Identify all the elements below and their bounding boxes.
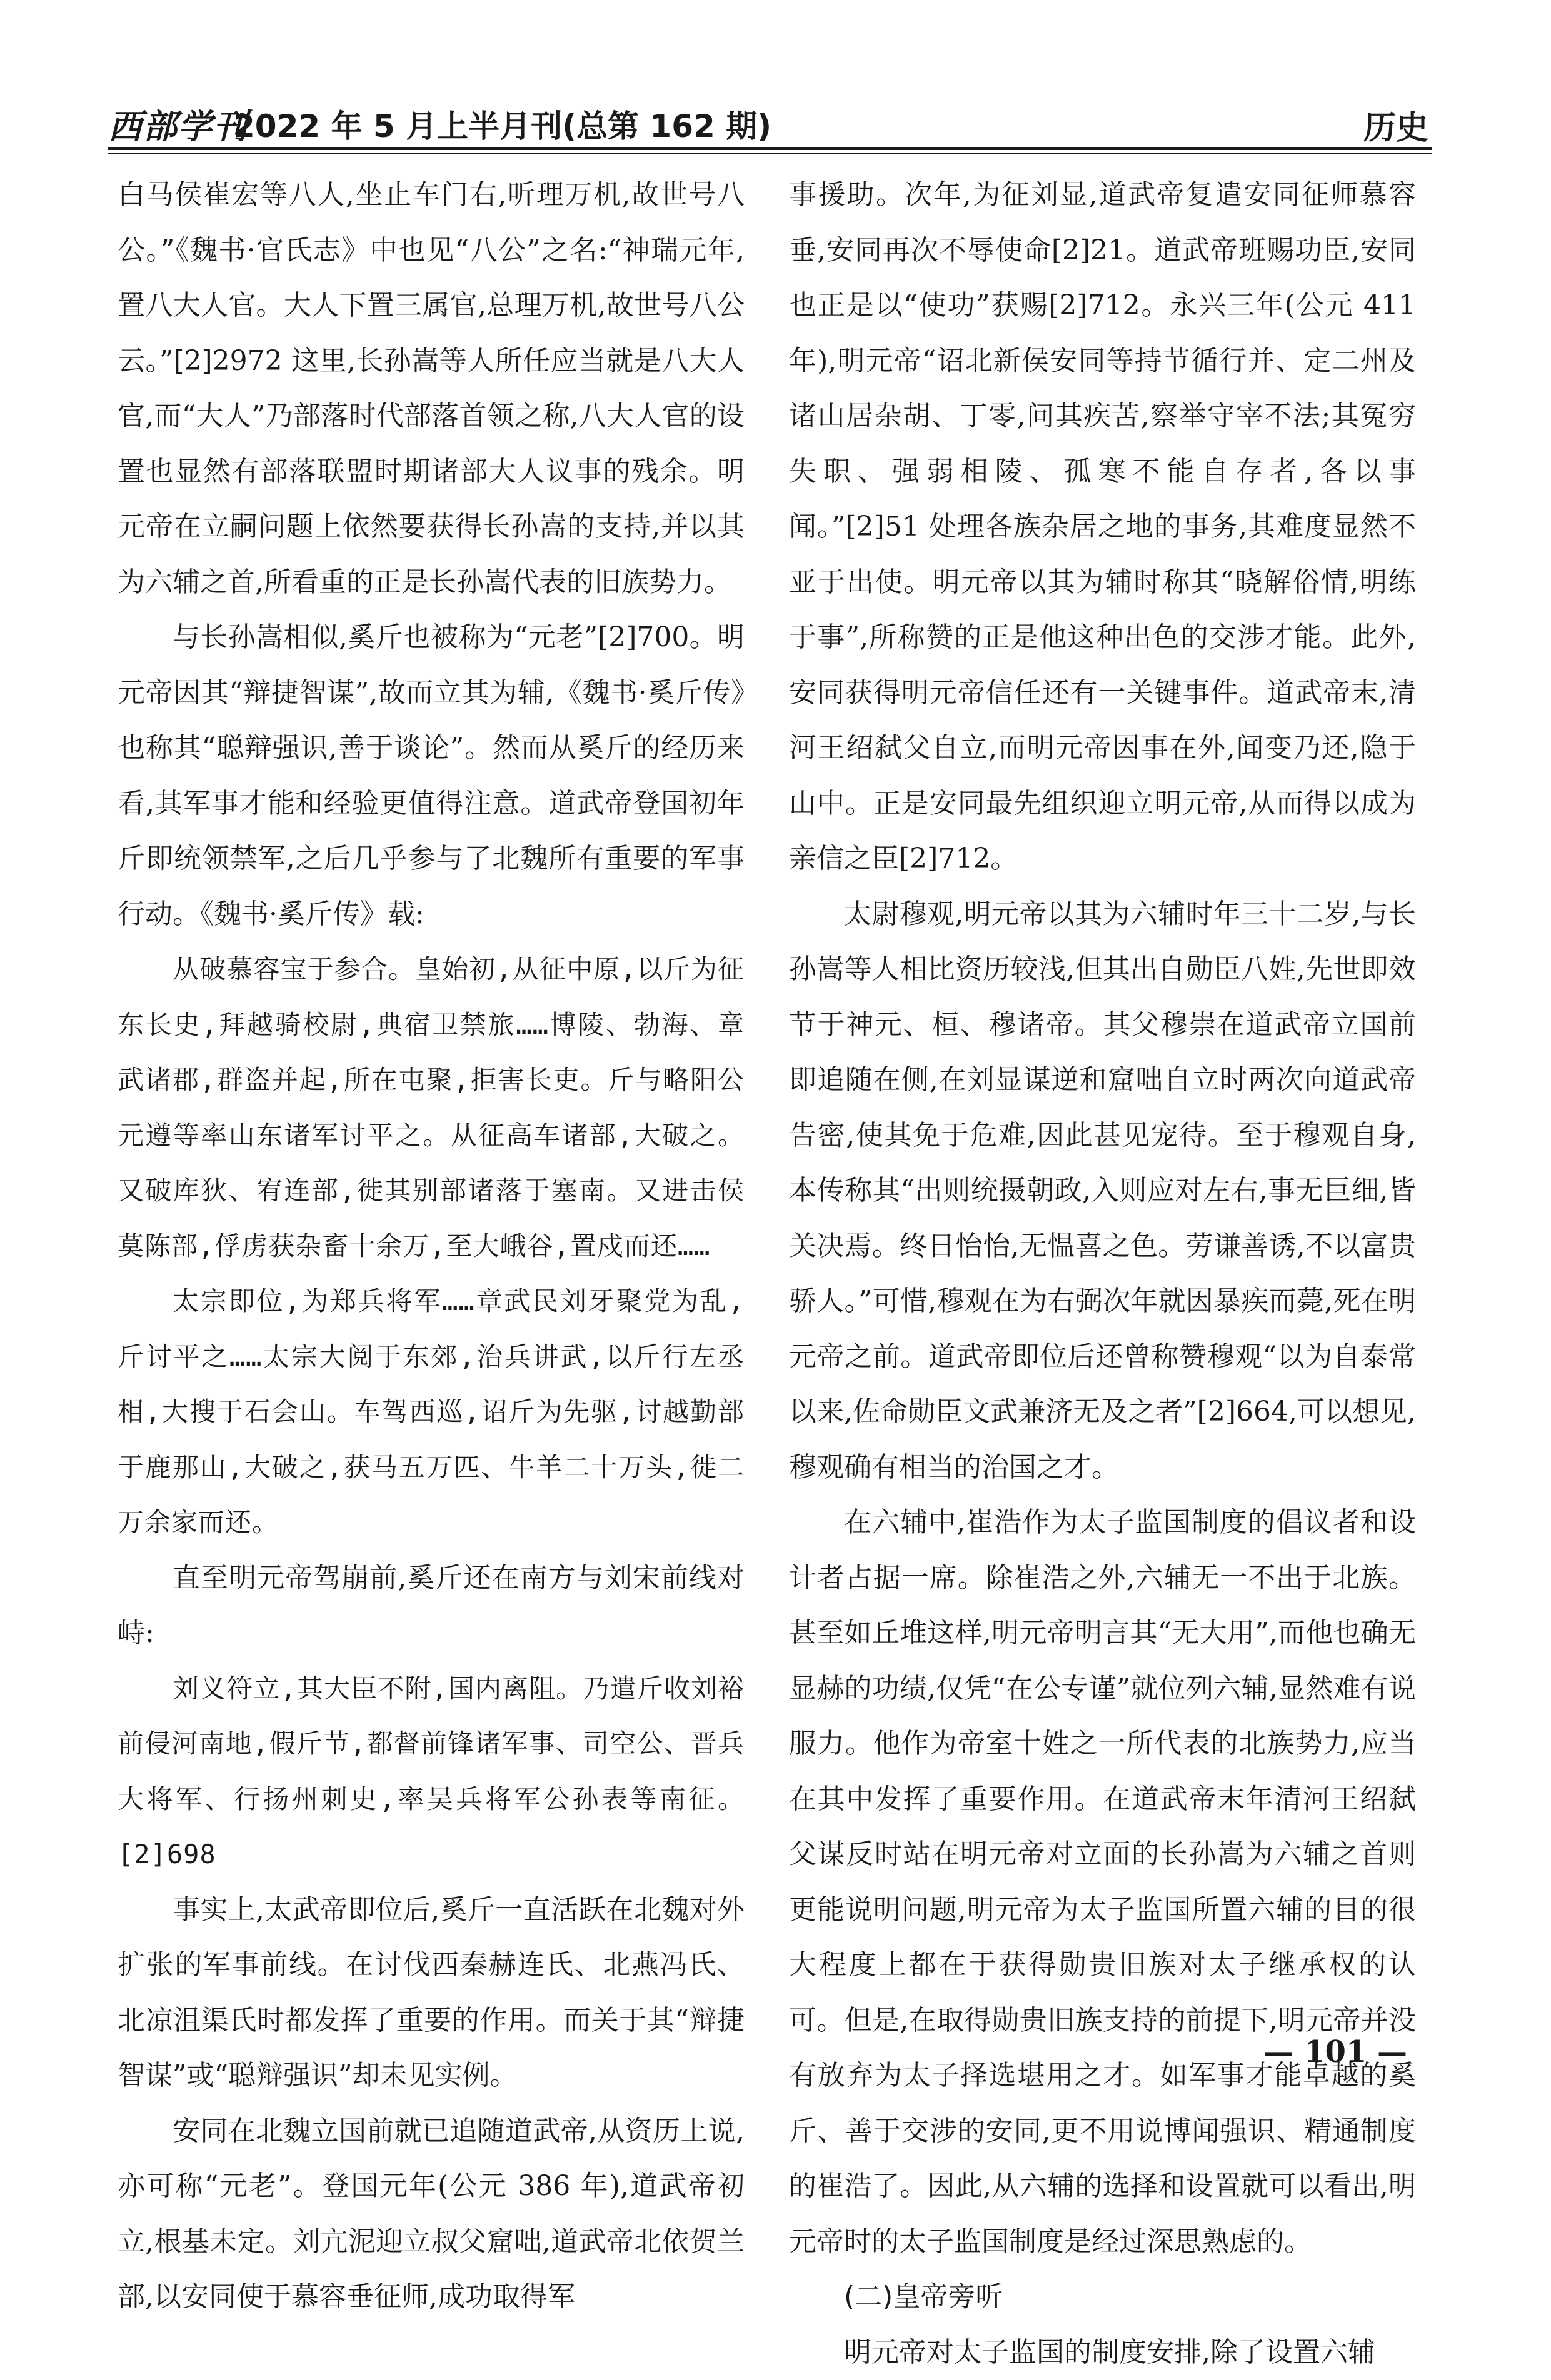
header-rule-thin [108,153,1432,154]
paragraph: 事援助。次年,为征刘显,道武帝复遣安同征师慕容垂,安同再次不辱使命[2]21。道武帝班赐功臣,安同也正是以“使功”获赐[2]712。永兴三年(公元 411 年),明元帝“诏北新侯安同等持节循行并、定二州及诸山居杂胡、丁零,问其疾苦,察举守宰不法;其冤穷失职、强弱相陵、孤寒不能自存者,各以事闻。”[2]51 处理各族杂居之地的事务,其难度显然不亚于出使。明元帝以其为辅时称其“晓解俗情,明练于事”,所称赞的正是他这种出色的交涉才能。此外,安同获得明元帝信任还有一关键事件。道武帝末,清河王绍弑父自立,而明元帝因事在外,闻变乃还,隐于山中。正是安同最先组织迎立明元帝,从而得以成为亲信之臣[2]712。 [789,168,1416,887]
left-column [118,168,745,2325]
section-label: 历史 [1363,101,1428,148]
paragraph: 白马侯崔宏等八人,坐止车门右,听理万机,故世号八公。”《魏书·官氏志》中也见“八公”之名:“神瑞元年,置八大人官。大人下置三属官,总理万机,故世号八公云。”[2]2972 这里,长孙嵩等人所任应当就是八大人官,而“大人”乃部落时代部落首领之称,八大人官的设置也显然有部落联盟时期诸部大人议事的残余。明元帝在立嗣问题上依然要获得长孙嵩的支持,并以其为六辅之首,所看重的正是长孙嵩代表的旧族势力。 [118,168,745,610]
journal-issue: 2022 年 5 月上半月刊(总第 162 期) [233,101,771,146]
paragraph: 直至明元帝驾崩前,奚斤还在南方与刘宋前线对峙: [118,1551,745,1661]
page-header [108,94,1432,144]
paragraph: 事实上,太武帝即位后,奚斤一直活跃在北魏对外扩张的军事前线。在讨伐西秦赫连氏、北燕冯氏、北凉沮渠氏时都发挥了重要的作用。而关于其“辩捷智谋”或“聪辩强识”却未见实例。 [118,1882,745,2104]
section-subheading: (二)皇帝旁听 [789,2269,1416,2325]
page-number: — 101 — [1263,2034,1407,2069]
journal-logo: 西部学刊 [108,100,248,148]
header-rule [108,147,1432,150]
paragraph: 与长孙嵩相似,奚斤也被称为“元老”[2]700。明元帝因其“辩捷智谋”,故而立其为辅,《魏书·奚斤传》也称其“聪辩强识,善于谈论”。然而从奚斤的经历来看,其军事才能和经验更值得注意。道武帝登国初年斤即统领禁军,之后几乎参与了北魏所有重要的军事行动。《魏书·奚斤传》载: [118,610,745,942]
block-quote: 从破慕容宝于参合。皇始初,从征中原,以斤为征东长史,拜越骑校尉,典宿卫禁旅……博陵、勃海、章武诸郡,群盗并起,所在屯聚,拒害长吏。斤与略阳公元遵等率山东诸军讨平之。从征高车诸部,大破之。又破库狄、宥连部,徙其别部诸落于塞南。又进击侯莫陈部,俘虏获杂畜十余万,至大峨谷,置戍而还…… [118,942,745,1274]
paragraph: 在六辅中,崔浩作为太子监国制度的倡议者和设计者占据一席。除崔浩之外,六辅无一不出于北族。甚至如丘堆这样,明元帝明言其“无大用”,而他也确无显赫的功绩,仅凭“在公专谨”就位列六辅,显然难有说服力。他作为帝室十姓之一所代表的北族势力,应当在其中发挥了重要作用。在道武帝末年清河王绍弑父谋反时站在明元帝对立面的长孙嵩为六辅之首则更能说明问题,明元帝为太子监国所置六辅的目的很大程度上都在于获得勋贵旧族对太子继承权的认可。但是,在取得勋贵旧族支持的前提下,明元帝并没有放弃为太子择选堪用之才。如军事才能卓越的奚斤、善于交涉的安同,更不用说博闻强识、精通制度的崔浩了。因此,从六辅的选择和设置就可以看出,明元帝时的太子监国制度是经过深思熟虑的。 [789,1495,1416,2269]
paragraph: 明元帝对太子监国的制度安排,除了设置六辅 [789,2325,1416,2380]
paragraph: 太尉穆观,明元帝以其为六辅时年三十二岁,与长孙嵩等人相比资历较浅,但其出自勋臣八姓,先世即效节于神元、桓、穆诸帝。其父穆崇在道武帝立国前即追随在侧,在刘显谋逆和窟咄自立时两次向道武帝告密,使其免于危难,因此甚见宠待。至于穆观自身,本传称其“出则统摄朝政,入则应对左右,事无巨细,皆关决焉。终日怡怡,无愠喜之色。劳谦善诱,不以富贵骄人。”可惜,穆观在为右弼次年就因暴疾而薨,死在明元帝之前。道武帝即位后还曾称赞穆观“以为自泰常以来,佐命勋臣文武兼济无及之者”[2]664,可以想见,穆观确有相当的治国之才。 [789,887,1416,1496]
block-quote: 刘义符立,其大臣不附,国内离阻。乃遣斤收刘裕前侵河南地,假斤节,都督前锋诸军事、司空公、晋兵大将军、行扬州刺史,率吴兵将军公孙表等南征。[2]698 [118,1661,745,1882]
block-quote: 太宗即位,为郑兵将军……章武民刘牙聚党为乱,斤讨平之……太宗大阅于东郊,治兵讲武,以斤行左丞相,大搜于石会山。车驾西巡,诏斤为先驱,讨越勤部于鹿那山,大破之,获马五万匹、牛羊二十万头,徙二万余家而还。 [118,1274,745,1551]
paragraph: 安同在北魏立国前就已追随道武帝,从资历上说,亦可称“元老”。登国元年(公元 386 年),道武帝初立,根基未定。刘亢泥迎立叔父窟咄,道武帝北依贺兰部,以安同使于慕容垂征师,成功取得军 [118,2104,745,2325]
page-footer [0,2034,1551,2084]
